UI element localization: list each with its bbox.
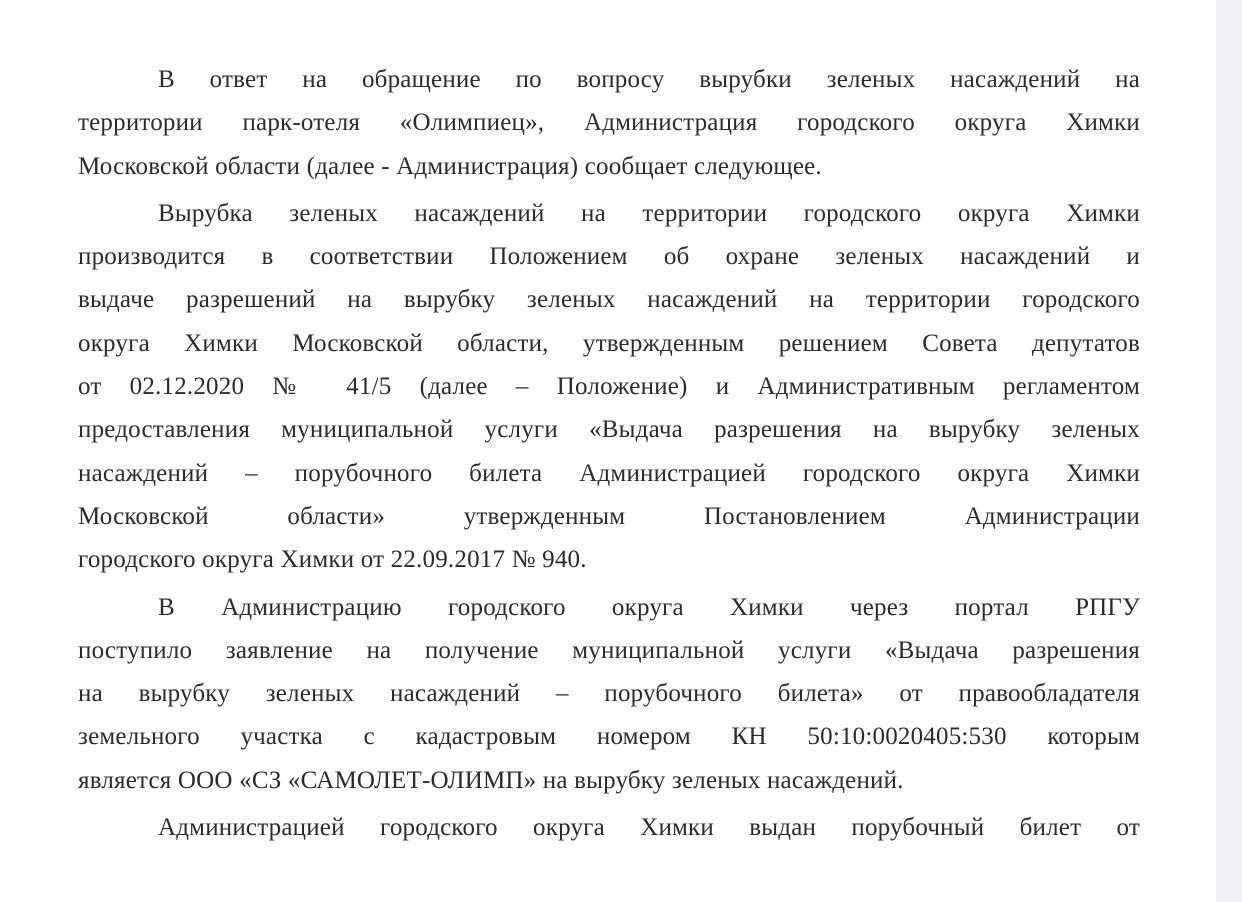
text-line: Администрацией городского округа Химки выдан порубочный билет от <box>158 814 1140 842</box>
paragraph-3 <box>78 586 1140 802</box>
text-line: территории парк-отеля «Олимпиец», Администрация городского округа Химки <box>78 109 1140 137</box>
text-line: Московской области (далее - Администрация) сообщает следующее. <box>78 152 822 180</box>
scrollbar-track[interactable] <box>1216 0 1242 902</box>
paragraph-1 <box>78 58 1140 188</box>
text-line: от 02.12.2020 № 41/5 (далее – Положение) и Административным регламентом <box>78 373 1140 401</box>
text-line: земельного участка с кадастровым номером КН 50:10:0020405:530 которым <box>78 723 1140 751</box>
text-line: предоставления муниципальной услуги «Выдача разрешения на вырубку зеленых <box>78 416 1140 444</box>
text-line: округа Химки Московской области, утвержденным решением Совета депутатов <box>78 329 1140 357</box>
text-line: на вырубку зеленых насаждений – порубочного билета» от правообладателя <box>78 680 1140 708</box>
text-line: городского округа Химки от 22.09.2017 № 940. <box>78 546 587 574</box>
paragraph-2 <box>78 192 1140 582</box>
text-line: производится в соответствии Положением об охране зеленых насаждений и <box>78 243 1140 271</box>
text-line: В Администрацию городского округа Химки через портал РПГУ <box>158 593 1140 621</box>
text-line: поступило заявление на получение муниципальной услуги «Выдача разрешения <box>78 636 1140 664</box>
text-line: В ответ на обращение по вопросу вырубки зеленых насаждений на <box>158 66 1140 93</box>
text-line: выдаче разрешений на вырубку зеленых насаждений на территории городского <box>78 286 1140 314</box>
document-body <box>78 58 1140 853</box>
text-line: Московской области» утвержденным Постановлением Администрации <box>78 502 1140 530</box>
paragraph-4 <box>78 806 1140 849</box>
text-line: является ООО «СЗ «САМОЛЕТ-ОЛИМП» на вырубку зеленых насаждений. <box>78 766 904 794</box>
text-line: Вырубка зеленых насаждений на территории городского округа Химки <box>158 199 1140 227</box>
text-line: насаждений – порубочного билета Администрацией городского округа Химки <box>78 459 1140 487</box>
